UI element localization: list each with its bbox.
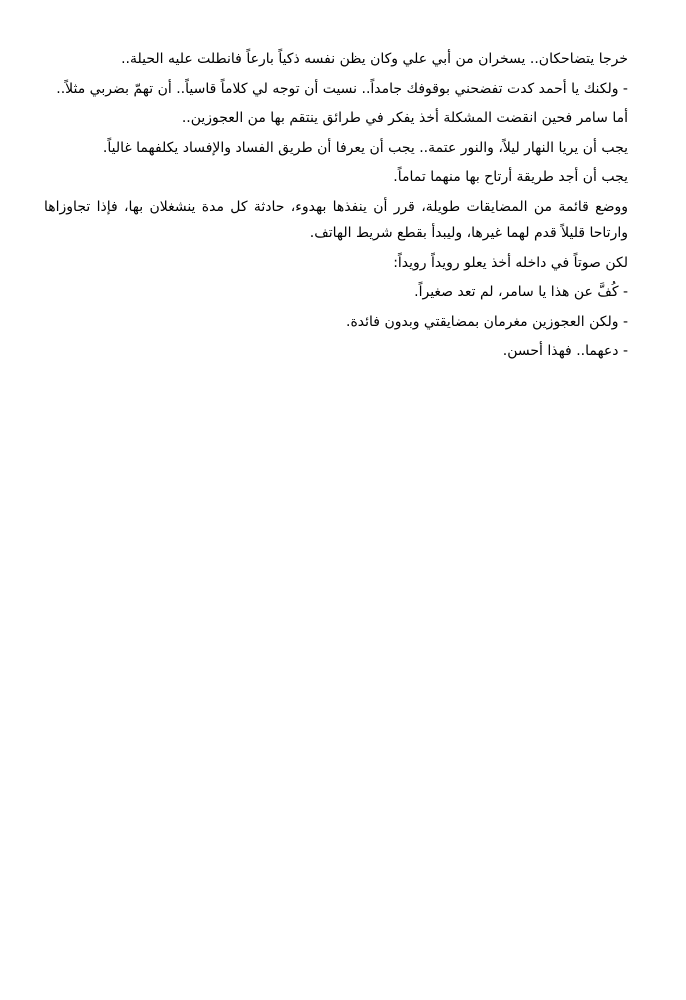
dialogue-line: - دعهما.. فهذا أحسن. [502, 343, 628, 359]
dialogue-line: - كُفَّ عن هذا يا سامر، لم تعد صغيراً. [414, 284, 628, 300]
paragraph: يجب أن أجد طريقة أرتاح بها منهما تماماً. [393, 169, 628, 185]
paragraph: خرجا يتضاحكان.. يسخران من أبي علي وكان يظن نفسه ذكياً بارعاً فانطلت عليه الحيلة.. [121, 51, 628, 67]
paragraph: لكن صوتاً في داخله أخذ يعلو رويداً رويداً: [393, 254, 628, 271]
dialogue-line: - ولكن العجوزين مغرمان بمضايقتي وبدون فائدة. [346, 313, 628, 330]
paragraph: أما سامر فحين انقضت المشكلة أخذ يفكر في طرائق ينتقم بها من العجوزين.. [181, 110, 628, 126]
paragraph: يجب أن يريا النهار ليلاً، والنور عتمة.. يجب أن يعرفا أن طريق الفساد والإفساد يكلفهما غالياً. [102, 139, 628, 156]
paragraph: ووضع قائمة من المضايقات طويلة، قرر أن ينفذها بهدوء، حادثة كل مدة ينشغلان بها، فإذا تجاوزاها وارتاحا قليلاً قدم لهما غيرها، وليبدأ بقطع شريط الهاتف. [44, 198, 628, 241]
document-body [44, 46, 628, 368]
paragraph: - ولكنك يا أحمد كدت تفضحني بوقوفك جامداً.. نسيت أن توجه لي كلاماً قاسياً.. أن تهمّ بضربي مثلاً.. [56, 80, 628, 97]
